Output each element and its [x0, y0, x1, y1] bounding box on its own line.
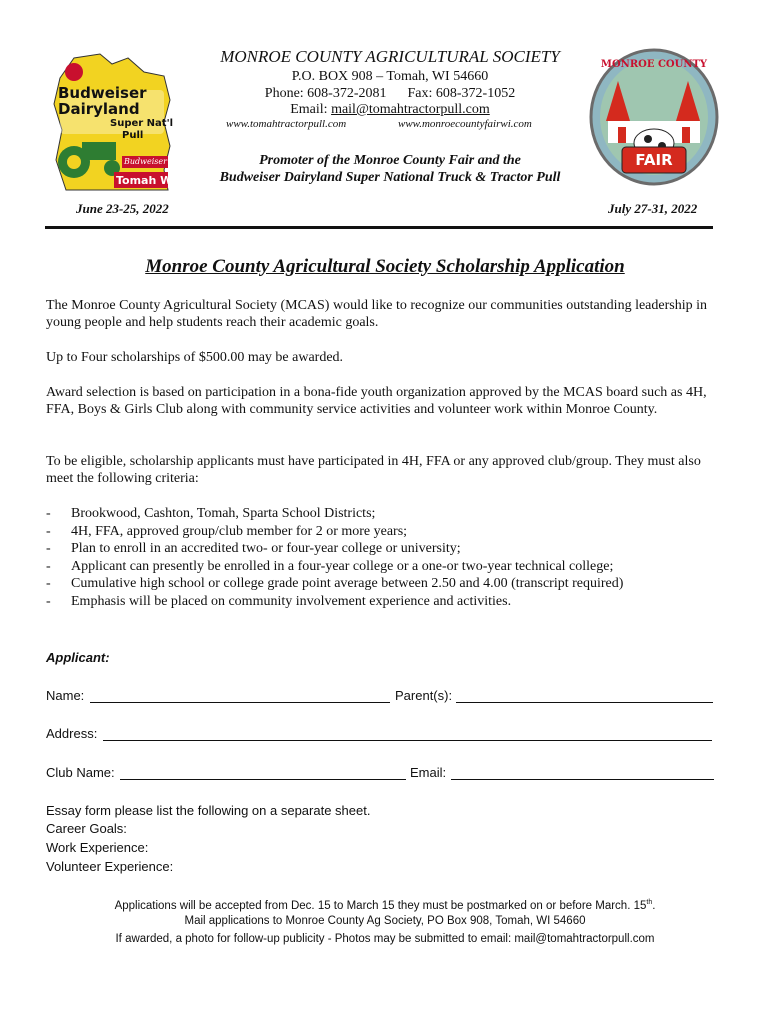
email-label: Email:: [290, 102, 332, 117]
list-item: [46, 523, 726, 541]
promoter-line1: Promoter of the Monroe County Fair and the: [259, 153, 521, 168]
fair-logo-arc-text: MONROE COUNTY: [600, 59, 708, 70]
list-bullet: -: [46, 558, 51, 574]
page-title: Monroe County Agricultural Society Scholarship Application: [145, 256, 625, 277]
logo-tagline1: Super Nat'l: [110, 118, 174, 129]
list-bullet: -: [46, 541, 51, 557]
criteria-text: Cumulative high school or college grade point average between 2.50 and 4.00 (transcript required): [71, 576, 624, 592]
list-bullet: -: [46, 576, 51, 592]
date-left: June 23-25, 2022: [76, 201, 169, 216]
list-item: [46, 540, 726, 558]
list-item: [46, 593, 726, 611]
criteria-text: Brookwood, Cashton, Tomah, Sparta School Districts;: [71, 506, 376, 521]
award-selection-paragraph: Award selection is based on participation in a bona-fide youth organization approved by the MCAS board such as 4H, FFA, Boys & Girls Club along with community service activities and volunteer work within Monroe County.: [46, 385, 707, 417]
list-bullet: -: [46, 506, 51, 521]
essay-instructions: Essay form please list the following on a separate sheet.: [46, 803, 371, 818]
deadline-end: .: [652, 899, 656, 912]
logo-brand-line1: Budweiser: [58, 84, 147, 102]
website-fair[interactable]: www.monroecountyfairwi.com: [398, 118, 532, 130]
po-box: P.O. BOX 908 – Tomah, WI 54660: [291, 69, 489, 84]
eligibility-paragraph: To be eligible, scholarship applicants must have participated in 4H, FFA or any approved club/group. They must also meet the following criteria:: [46, 454, 701, 486]
address-label: Address:: [46, 726, 98, 741]
footer-photo-note: If awarded, a photo for follow-up publicity - Photos may be submitted to email: mail@tomahtractorpull.com: [115, 933, 655, 945]
promoter-line2: Budweiser Dairyland Super National Truck & Tractor Pull: [219, 170, 561, 185]
logo-place: Tomah WI: [116, 174, 177, 187]
address-field[interactable]: [103, 726, 712, 741]
deadline-sup: th: [646, 899, 653, 906]
header-email-line: [170, 101, 610, 118]
career-goals-label: Career Goals:: [46, 821, 127, 836]
date-right: July 27-31, 2022: [608, 201, 698, 216]
fair-logo-sign: FAIR: [635, 151, 673, 169]
email-field[interactable]: [451, 765, 714, 780]
website-tomah[interactable]: www.tomahtractorpull.com: [226, 118, 347, 130]
footer-mail-address: Mail applications to Monroe County Ag Society, PO Box 908, Tomah, WI 54660: [184, 915, 586, 927]
club-name-label: Club Name:: [46, 765, 115, 780]
logo-sub-brand: Budweiser: [124, 157, 167, 166]
criteria-text: Applicant can presently be enrolled in a four-year college or a one-or two-year technical college;: [71, 558, 614, 574]
header-divider: [45, 226, 713, 229]
list-bullet: -: [46, 523, 51, 539]
parents-label: Parent(s):: [395, 688, 453, 703]
criteria-text: Plan to enroll in an accredited two- or four-year college or university;: [71, 541, 461, 557]
logo-tagline2: Pull: [122, 130, 144, 141]
criteria-text: 4H, FFA, approved group/club member for 2 or more years;: [71, 523, 408, 539]
list-item: [46, 558, 726, 576]
club-name-field[interactable]: [120, 765, 406, 780]
email-field-label: Email:: [410, 765, 447, 780]
list-item: [46, 505, 726, 523]
volunteer-experience-label: Volunteer Experience:: [46, 859, 174, 874]
work-experience-label: Work Experience:: [46, 840, 149, 855]
intro-paragraph: The Monroe County Agricultural Society (MCAS) would like to recognize our communities outstanding leadership in young people and help students reach their academic goals.: [46, 298, 707, 330]
phone-fax: Phone: 608-372-2081 Fax: 608-372-1052: [264, 86, 516, 101]
scholarship-amount-paragraph: Up to Four scholarships of $500.00 may be awarded.: [46, 350, 344, 365]
header-email-link[interactable]: mail@tomahtractorpull.com: [331, 102, 490, 117]
name-label: Name:: [46, 688, 85, 703]
deadline-text: Applications will be accepted from Dec. 15 to March 15 they must be postmarked on or before March. 15: [114, 899, 647, 912]
list-bullet: -: [46, 593, 51, 609]
name-field[interactable]: [90, 688, 390, 703]
criteria-list: [46, 505, 726, 611]
logo-brand-line2: Dairyland: [58, 100, 140, 118]
criteria-text: Emphasis will be placed on community involvement experience and activities.: [71, 593, 512, 609]
org-name: MONROE COUNTY AGRICULTURAL SOCIETY: [220, 47, 560, 66]
applicant-heading: Applicant:: [46, 650, 110, 665]
parents-field[interactable]: [456, 688, 713, 703]
list-item: [46, 575, 726, 593]
